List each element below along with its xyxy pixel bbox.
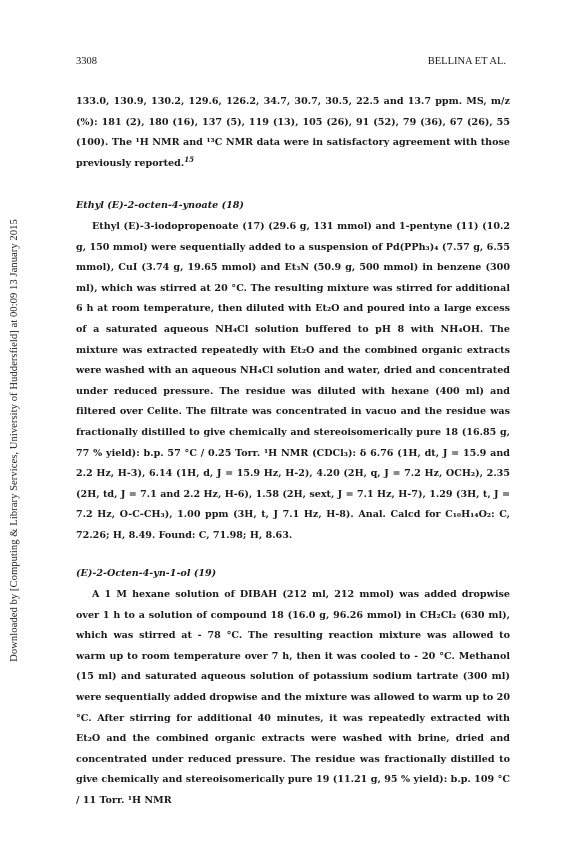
paragraph-continued <box>76 92 510 174</box>
page-header <box>76 56 506 72</box>
download-watermark <box>6 120 22 760</box>
section-heading-ethyl-octenynoate: Ethyl (E)-2-octen-4-ynoate (18) <box>76 200 244 212</box>
download-watermark-text: Downloaded by [Computing & Library Services, University of Huddersfield] at 00:09 13 January 2015 <box>8 218 20 662</box>
section-gap <box>76 546 510 564</box>
page-number: 3308 <box>76 56 97 67</box>
article-body <box>76 92 510 812</box>
section-heading-octenynol: (E)-2-Octen-4-yn-1-ol (19) <box>76 568 217 580</box>
procedure-paragraph-18: Ethyl (E)-3-iodopropenoate (17) (29.6 g, 131 mmol) and 1-pentyne (11) (10.2 g, 150 mmol) were sequentially added to a suspension of Pd(PPh₃)₄ (7.57 g, 6.55 mmol), CuI (3.74 g, 19.65 mmol) and Et₃N (50.9 g, 500 mmol) in benzene (300 ml), which was stirred at 20 °C. The resulting mixture was stirred for additional 6 h at room temperature, then diluted with Et₂O and poured into a large excess of a saturated aqueous NH₄Cl solution buffered to pH 8 with NH₄OH. The mixture was extracted repeatedly with Et₂O and the combined organic extracts were washed with an aqueous NH₄Cl solution and water, dried and concentrated under reduced pressure. The residue was diluted with hexane (400 ml) and filtered over Celite. The filtrate was concentrated in vacuo and the residue was fractionally distilled to give chemically and stereoisomerically pure 18 (16.85 g, 77 % yield): b.p. 57 °C / 0.25 Torr. ¹H NMR (CDCl₃): δ 6.76 (1H, dt, J = 15.9 and 2.2 Hz, H-3), 6.14 (1H, d, J = 15.9 Hz, H-2), 4.20 (2H, q, J = 7.2 Hz, OCH₂), 2.35 (2H, td, J = 7.1 and 2.2 Hz, H-6), 1.58 (2H, sext, J = 7.1 Hz, H-7), 1.29 (3H, t, J = 7.2 Hz, O-C-CH₃), 1.00 ppm (3H, t, J 7.1 Hz, H-8). Anal. Calcd for C₁₀H₁₄O₂: C, 72.26; H, 8.49. Found: C, 71.98; H, 8.63. <box>76 220 510 541</box>
running-title: BELLINA ET AL. <box>427 56 506 67</box>
paragraph-continued-text: 133.0, 130.9, 130.2, 129.6, 126.2, 34.7, 30.7, 30.5, 22.5 and 13.7 ppm. MS, m/z (%): 181 (2), 180 (16), 137 (5), 119 (13), 105 (26), 91 (52), 79 (36), 67 (26), 55 (100). The ¹H NMR and ¹³C NMR data were in satisfactory agreement with those previously reported. <box>76 96 510 169</box>
procedure-paragraph-19: A 1 M hexane solution of DIBAH (212 ml, 212 mmol) was added dropwise over 1 h to a solution of compound 18 (16.0 g, 96.26 mmol) in CH₂Cl₂ (630 ml), which was stirred at - 78 °C. The resulting reaction mixture was allowed to warm up to room temperature over 7 h, then it was cooled to - 20 °C. Methanol (15 ml) and saturated aqueous solution of potassium sodium tartrate (300 ml) were sequentially added dropwise and the mixture was allowed to warm up to 20 °C. After stirring for additional 40 minutes, it was repeatedly extracted with Et₂O and the combined organic extracts were washed with brine, dried and concentrated under reduced pressure. The residue was fractionally distilled to give chemically and stereoisomerically pure 19 (11.21 g, 95 % yield): b.p. 109 °C / 11 Torr. ¹H NMR <box>76 589 510 806</box>
section-gap <box>76 174 510 196</box>
reference-superscript: 15 <box>184 154 194 164</box>
